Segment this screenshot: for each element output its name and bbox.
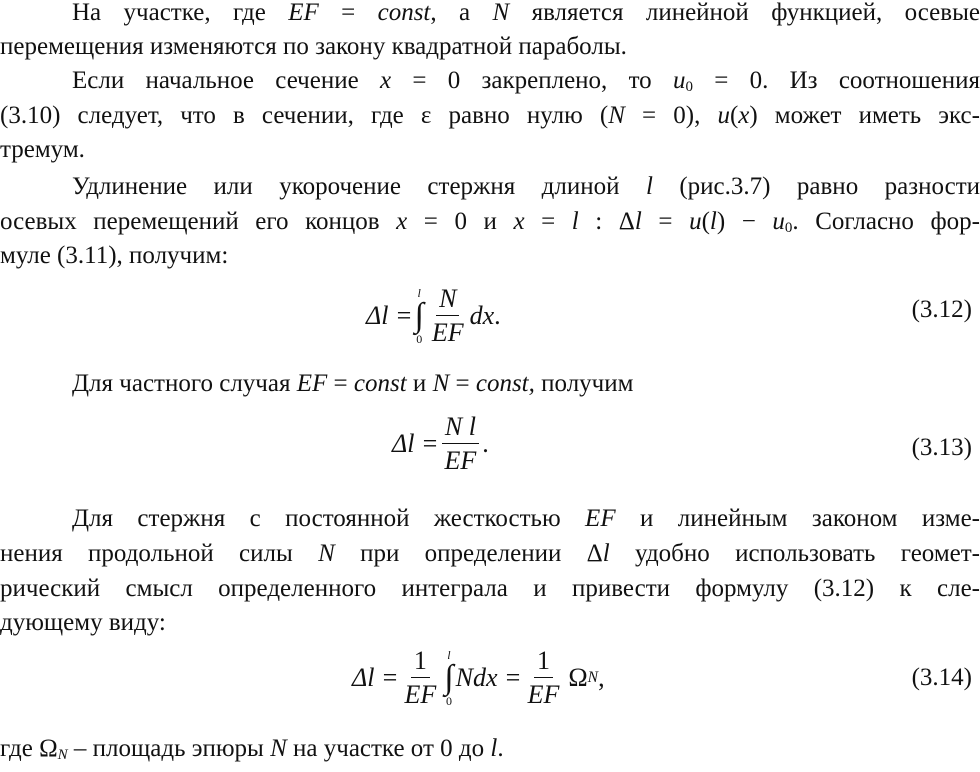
equation-number-3-13: (3.13) bbox=[911, 434, 972, 461]
p5-line1: Для стержня с постоянной жесткостью EF и линейным законом изме- bbox=[72, 505, 980, 532]
p1-line1: На участке, где EF = const, а N является линейной функцией, осевые bbox=[72, 0, 980, 26]
formula-3-13: Δl = $\frac{\text{N l}}{EF}$ . bbox=[392, 412, 489, 475]
p3-line3: муле (3.11), получим: bbox=[0, 242, 229, 269]
p3-line1: Удлинение или укорочение стержня длиной l (рис.3.7) равно разности bbox=[72, 173, 980, 200]
p2-line3: тремум. bbox=[0, 136, 85, 163]
p2-line2: (3.10) следует, что в сечении, где ε равно нулю (N = 0), u(x) может иметь экс- bbox=[0, 102, 980, 129]
p1-line2: перемещения изменяются по закону квадратной параболы. bbox=[0, 33, 627, 60]
integral-sign: l ∫ 0 bbox=[444, 648, 454, 708]
fraction: $\frac{1}{EF}$ bbox=[527, 646, 560, 709]
fraction: $\frac{N}{EF}$ bbox=[431, 284, 464, 347]
fraction: $\frac{1}{EF}$ bbox=[404, 646, 437, 709]
formula-3-12: Δl = l ∫ 0 $\frac{N}{EF}$ dx . bbox=[366, 284, 501, 347]
integral-sign: l ∫ 0 bbox=[414, 286, 424, 346]
p4-line1: Для частного случая EF = const и N = const, получим bbox=[72, 370, 634, 397]
fraction: $\frac{\text{N l}}{EF}$ bbox=[442, 414, 480, 474]
formula-3-14: Δl = $\frac{1}{EF}$ l ∫ 0 Ndx = $\frac{1}{EF}$ Ω N , bbox=[352, 646, 605, 709]
p5-line4: дующему виду: bbox=[0, 609, 166, 636]
p5-line3: рический смысл определенного интеграла и привести формулу (3.12) к сле- bbox=[0, 575, 980, 602]
p6-line1: где $\Omega_N$ – площадь эпюры N на участке от 0 до l. bbox=[0, 735, 504, 763]
p2-line1: Если начальное сечение x = 0 закреплено, то $u_0 = 0$. Из соотношения bbox=[72, 67, 980, 95]
equation-number-3-14: (3.14) bbox=[911, 664, 972, 691]
equation-number-3-12: (3.12) bbox=[911, 296, 972, 323]
p5-line2: нения продольной силы N при определении Δl удобно использовать геомет- bbox=[0, 540, 980, 567]
p3-line2: осевых перемещений его концов x = 0 и x = l : $\Delta l = u(l) - u_0$. Согласно фор- bbox=[0, 208, 980, 236]
